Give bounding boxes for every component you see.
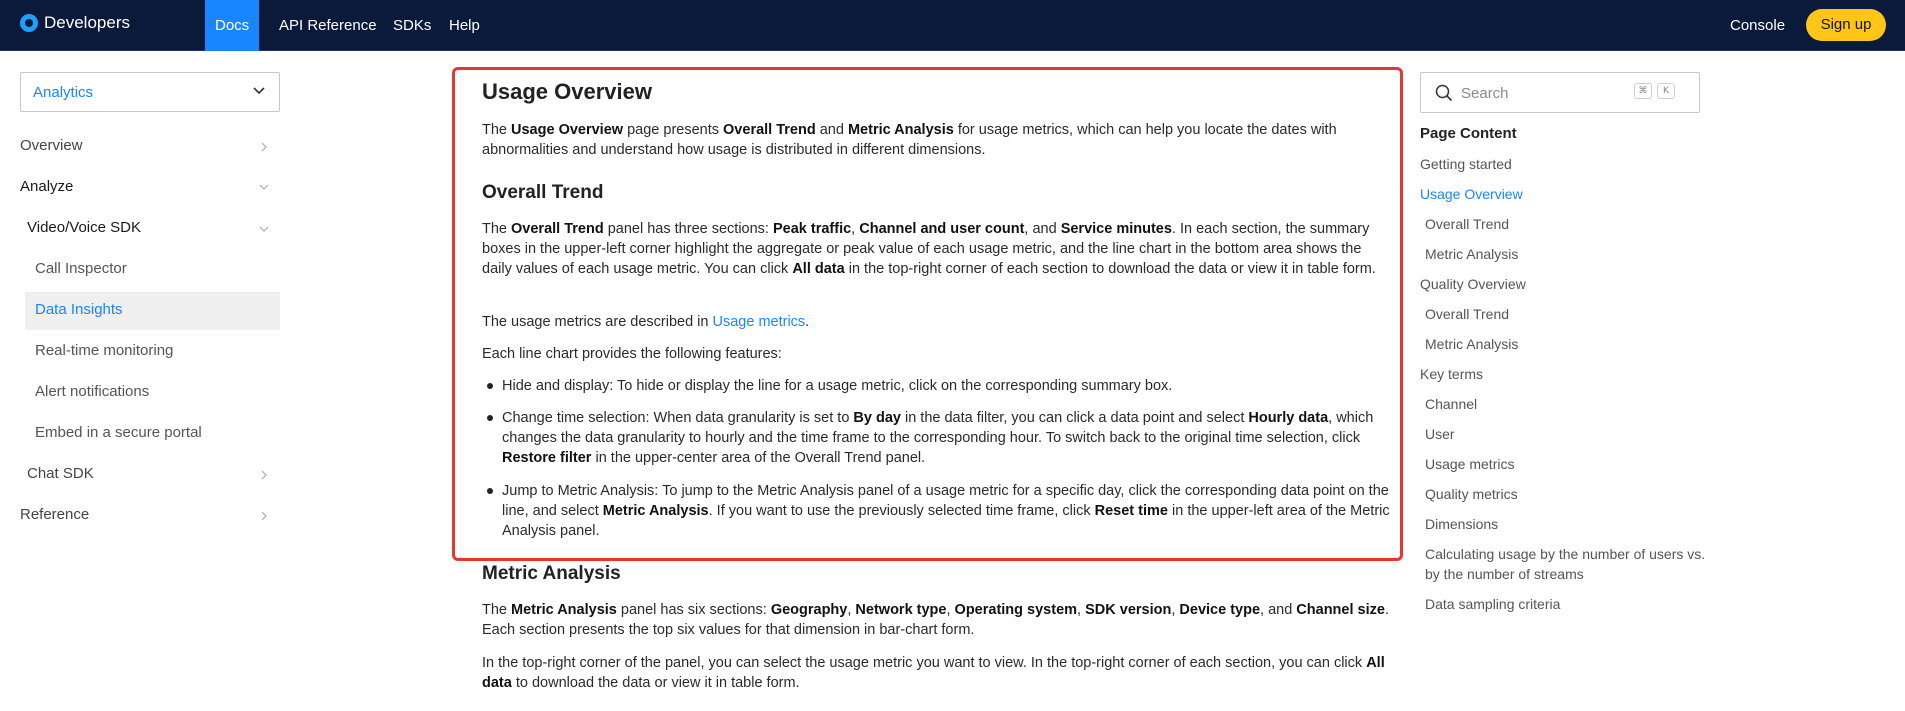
toc-item-overall-trend[interactable]: Overall Trend — [1425, 216, 1510, 232]
chevron-right-icon — [258, 141, 270, 153]
brand-link[interactable] — [20, 13, 130, 33]
sidebar-item-alert-notifications[interactable]: Alert notifications — [35, 383, 150, 400]
overall-trend-paragraph: The Overall Trend panel has three sections: Peak traffic, Channel and user count, and Service minutes. In each section, the summary boxes in the upper-left corner highlight the aggregate or peak value of each usage metric, and the line chart in the bottom area shows the daily values of each usage metric. You can click All data in the top-right corner of each section to download the data or view it in table form. — [482, 221, 1376, 277]
brand-name: Developers — [44, 13, 130, 32]
toc-title: Page Content — [1420, 125, 1517, 142]
tab-docs[interactable]: Docs — [205, 0, 259, 51]
list-item: Jump to Metric Analysis: To jump to the Metric Analysis panel of a usage metric for a specific day, click the corresponding data point on the line, and select Metric Analysis. If you want to use the previously selected time frame, click Reset time in the upper-left area of the Metric Analysis panel. — [502, 483, 1390, 539]
toc-item-channel[interactable]: Channel — [1425, 396, 1478, 412]
product-select[interactable] — [20, 72, 280, 112]
tab-api-reference[interactable]: API Reference — [279, 17, 377, 34]
chevron-down-icon — [249, 81, 269, 101]
toc-item-usage-metrics[interactable]: Usage metrics — [1425, 456, 1515, 472]
sidebar-item-data-insights[interactable]: Data Insights — [35, 301, 123, 318]
intro-paragraph: The Usage Overview page presents Overall Trend and Metric Analysis for usage metrics, which can help you locate the dates with abnormalities and understand how usage is distributed in different dimensions. — [482, 122, 1337, 158]
page-title: Usage Overview — [482, 79, 652, 104]
bullet-marker — [487, 488, 493, 494]
toc-item-getting-started[interactable]: Getting started — [1420, 156, 1512, 172]
toc-item-dimensions[interactable]: Dimensions — [1425, 516, 1499, 532]
command-key-icon: ⌘ — [1634, 83, 1652, 99]
toc-item-data-sampling[interactable]: Data sampling criteria — [1425, 596, 1561, 612]
sidebar-item-embed-secure-portal[interactable]: Embed in a secure portal — [35, 424, 202, 441]
toc-item-user[interactable]: User — [1425, 426, 1455, 442]
toc-item-quality-overall-trend[interactable]: Overall Trend — [1425, 306, 1510, 322]
usage-metrics-paragraph: The usage metrics are described in Usage metrics. — [482, 314, 810, 330]
chevron-right-icon — [258, 469, 270, 481]
usage-metrics-link[interactable]: Usage metrics — [712, 314, 806, 330]
brand-logo-icon — [20, 14, 38, 32]
bullet-marker — [487, 415, 493, 421]
toc-item-key-terms[interactable]: Key terms — [1420, 366, 1484, 382]
toc-item-quality-metrics[interactable]: Quality metrics — [1425, 486, 1518, 502]
metric-analysis-paragraph: The Metric Analysis panel has six sections: Geography, Network type, Operating system, SDK version, Device type, and Channel size. Each section presents the top six values for that dimension in bar-chart form. — [482, 602, 1389, 638]
tab-sdks[interactable]: SDKs — [393, 17, 432, 34]
sidebar-item-reference[interactable]: Reference — [20, 506, 90, 523]
chevron-down-icon — [258, 181, 270, 193]
chevron-down-icon — [258, 223, 270, 235]
list-item: Change time selection: When data granularity is set to By day in the data filter, you can click a data point and select Hourly data, which changes the data granularity to hourly and the time frame to the corresponding hour. To switch back to the original time selection, click Restore filter in the upper-center area of the Overall Trend panel. — [502, 410, 1374, 466]
search-icon — [1435, 84, 1453, 102]
top-navigation-bar — [0, 0, 1905, 51]
sidebar-item-chat-sdk[interactable]: Chat SDK — [27, 465, 94, 482]
metric-analysis-paragraph-2: In the top-right corner of the panel, you can select the usage metric you want to view. In the top-right corner of each section, you can click All data to download the data or view it in table form. — [482, 655, 1385, 691]
sidebar-item-analyze[interactable]: Analyze — [20, 178, 74, 195]
toc-item-quality-overview[interactable]: Quality Overview — [1420, 276, 1526, 292]
sidebar-item-real-time-monitoring[interactable]: Real-time monitoring — [35, 342, 174, 359]
toc-item-quality-metric-analysis[interactable]: Metric Analysis — [1425, 336, 1519, 352]
console-link[interactable]: Console — [1730, 17, 1786, 34]
product-select-value: Analytics — [33, 84, 94, 101]
k-key-hint: K — [1657, 83, 1675, 99]
overall-trend-heading: Overall Trend — [482, 182, 604, 203]
list-item: Hide and display: To hide or display the line for a usage metric, click on the corresponding summary box. — [502, 378, 1173, 394]
metric-analysis-heading: Metric Analysis — [482, 563, 621, 584]
chevron-right-icon — [258, 510, 270, 522]
sidebar-item-call-inspector[interactable]: Call Inspector — [35, 260, 127, 277]
bullet-marker — [487, 383, 493, 389]
sidebar-item-video-voice-sdk[interactable]: Video/Voice SDK — [27, 219, 141, 236]
sidebar-item-overview[interactable]: Overview — [20, 137, 83, 154]
search-placeholder: Search — [1461, 85, 1509, 102]
features-intro-paragraph: Each line chart provides the following features: — [482, 346, 782, 362]
tab-help[interactable]: Help — [449, 17, 480, 34]
toc-item-metric-analysis[interactable]: Metric Analysis — [1425, 246, 1519, 262]
toc-item-calculating-usage[interactable]: Calculating usage by the number of users vs. by the number of streams — [1425, 546, 1706, 582]
toc-item-usage-overview[interactable]: Usage Overview — [1420, 186, 1523, 202]
sign-up-button[interactable]: Sign up — [1806, 9, 1886, 41]
search-input[interactable] — [1420, 72, 1700, 113]
